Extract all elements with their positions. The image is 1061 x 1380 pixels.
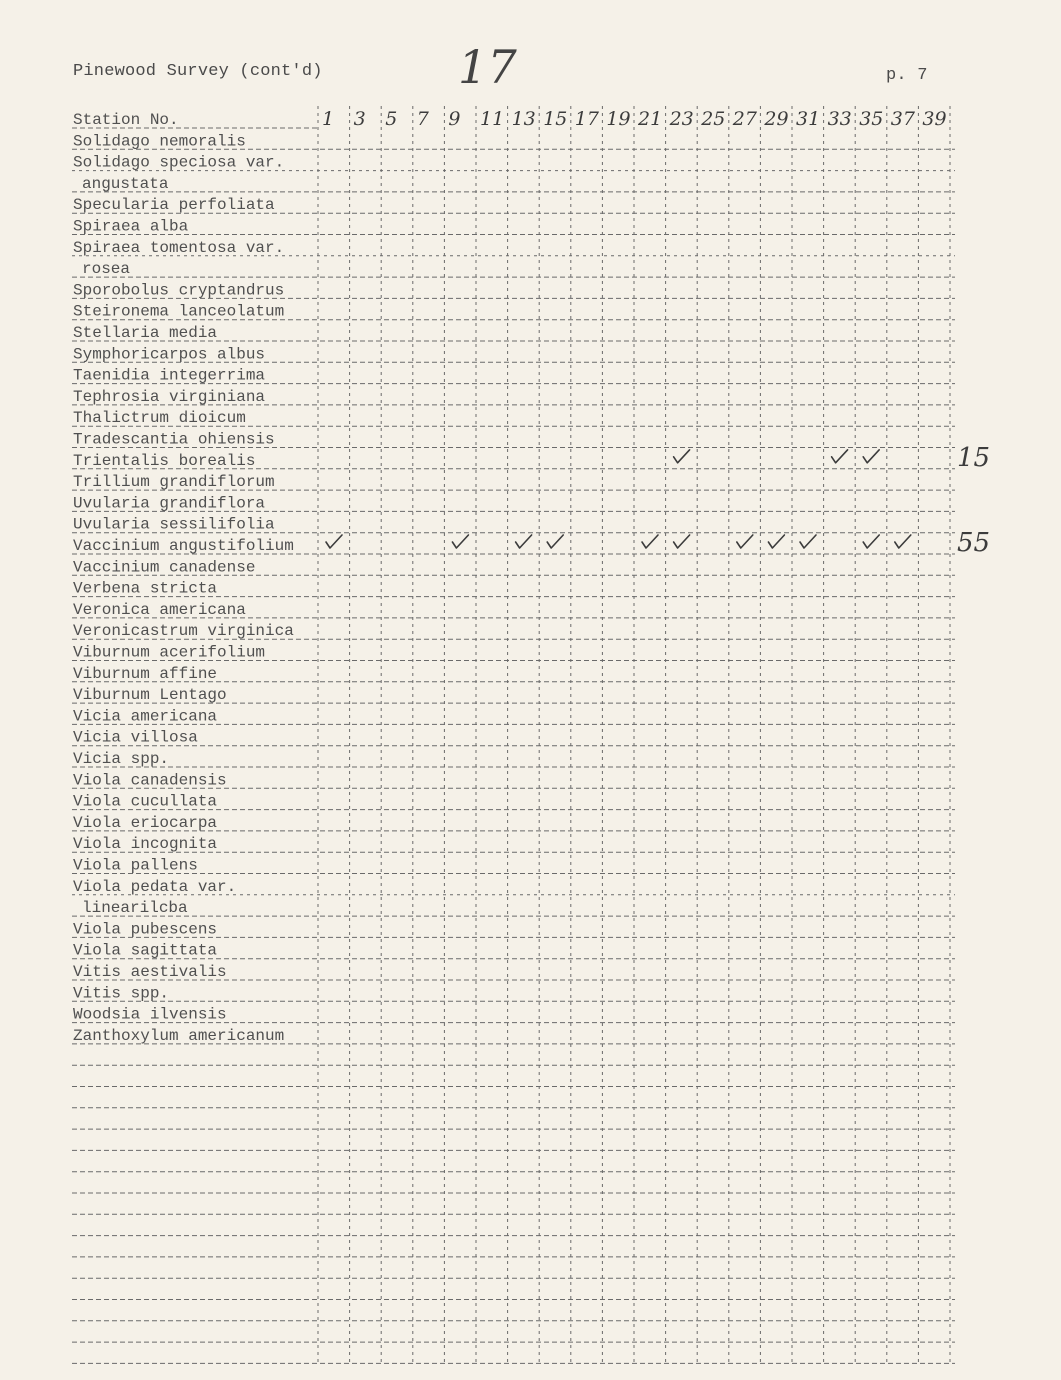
species-label: Spiraea tomentosa var. [73, 238, 285, 257]
check-mark [863, 450, 879, 463]
check-mark [642, 535, 658, 548]
station-number: 13 [511, 108, 536, 130]
station-number: 17 [574, 108, 599, 130]
species-label: Sporobolus cryptandrus [73, 281, 285, 300]
species-label: Viburnum affine [73, 664, 218, 683]
species-label: Vicia villosa [73, 728, 198, 747]
check-mark [832, 450, 848, 463]
check-mark [800, 535, 816, 548]
station-number: 5 [385, 108, 398, 130]
species-label: Vaccinium canadense [73, 558, 256, 577]
check-mark [768, 535, 784, 548]
station-number: 11 [480, 108, 505, 130]
station-number: 1 [322, 108, 335, 130]
species-label: Viola incognita [73, 835, 218, 854]
frequency-tally: 15 [957, 442, 991, 473]
species-label: Taenidia integerrima [73, 366, 266, 385]
station-number: 29 [764, 108, 789, 130]
page-title: Pinewood Survey (cont'd) [73, 62, 323, 81]
station-number: 23 [669, 108, 694, 130]
species-label: Viola eriocarpa [73, 813, 218, 832]
station-number: 3 [353, 108, 366, 130]
species-label: Specularia perfoliata [73, 196, 275, 215]
species-label: Solidago nemoralis [73, 132, 246, 151]
check-mark [895, 535, 911, 548]
species-label: Viola cucullata [73, 792, 218, 811]
check-mark [452, 535, 468, 548]
species-label: Viola pallens [73, 856, 198, 875]
species-label: Vicia spp. [73, 750, 170, 768]
species-label: Uvularia grandiflora [73, 494, 266, 513]
species-label: Stellaria media [73, 324, 218, 342]
check-mark [516, 535, 532, 548]
check-mark [863, 535, 879, 548]
species-label: Trillium grandiflorum [73, 473, 275, 492]
station-number: 37 [890, 108, 915, 130]
species-label-continuation: rosea [82, 260, 131, 279]
station-number: 19 [606, 108, 631, 130]
species-label: Vaccinium angustifolium [73, 537, 294, 555]
species-label: Spiraea alba [73, 217, 189, 236]
handwritten-page-number: 17 [458, 40, 517, 94]
species-label: Viola sagittata [73, 941, 218, 960]
station-number: 31 [796, 108, 821, 130]
check-mark [326, 535, 342, 548]
species-label: Viola canadensis [73, 771, 227, 790]
species-label: Symphoricarpos albus [73, 345, 266, 364]
species-label: Viola pedata var. [73, 877, 237, 896]
species-label-continuation: angustata [82, 174, 169, 193]
species-label: Veronica americana [73, 600, 246, 619]
species-label: Veronicastrum virginica [73, 622, 294, 641]
species-label: Vicia americana [73, 707, 218, 726]
page-number: p. 7 [886, 66, 928, 85]
species-label: Tephrosia virginiana [73, 387, 266, 406]
station-number: 7 [416, 108, 429, 130]
species-label: Thalictrum dioicum [73, 409, 246, 428]
species-label: Trientalis borealis [73, 451, 256, 470]
station-number: 27 [732, 108, 757, 130]
species-label: Woodsia ilvensis [73, 1005, 227, 1024]
station-header-label: Station No. [73, 111, 179, 129]
species-label: Viburnum acerifolium [73, 643, 266, 662]
station-number: 39 [922, 108, 947, 130]
check-mark [547, 535, 563, 548]
species-label: Solidago speciosa var. [73, 153, 285, 172]
station-number: 33 [827, 108, 852, 130]
species-label: Tradescantia ohiensis [73, 430, 275, 449]
station-number: 9 [448, 108, 461, 130]
species-label: Verbena stricta [73, 579, 218, 598]
species-label: Vitis spp. [73, 984, 170, 1003]
species-label-continuation: linearilcba [82, 899, 188, 918]
species-label: Vitis aestivalis [73, 963, 227, 981]
station-number: 15 [543, 108, 568, 130]
species-label: Viola pubescens [73, 920, 218, 939]
station-number: 35 [859, 108, 884, 130]
species-label: Zanthoxylum americanum [73, 1026, 285, 1045]
species-label: Steironema lanceolatum [73, 302, 285, 321]
species-label: Uvularia sessilifolia [73, 515, 275, 534]
species-label: Viburnum Lentago [73, 686, 227, 705]
check-mark [674, 450, 690, 463]
station-number: 25 [701, 108, 726, 130]
check-mark [737, 535, 753, 548]
frequency-tally: 55 [957, 528, 991, 558]
check-mark [674, 535, 690, 548]
station-number: 21 [638, 108, 663, 130]
